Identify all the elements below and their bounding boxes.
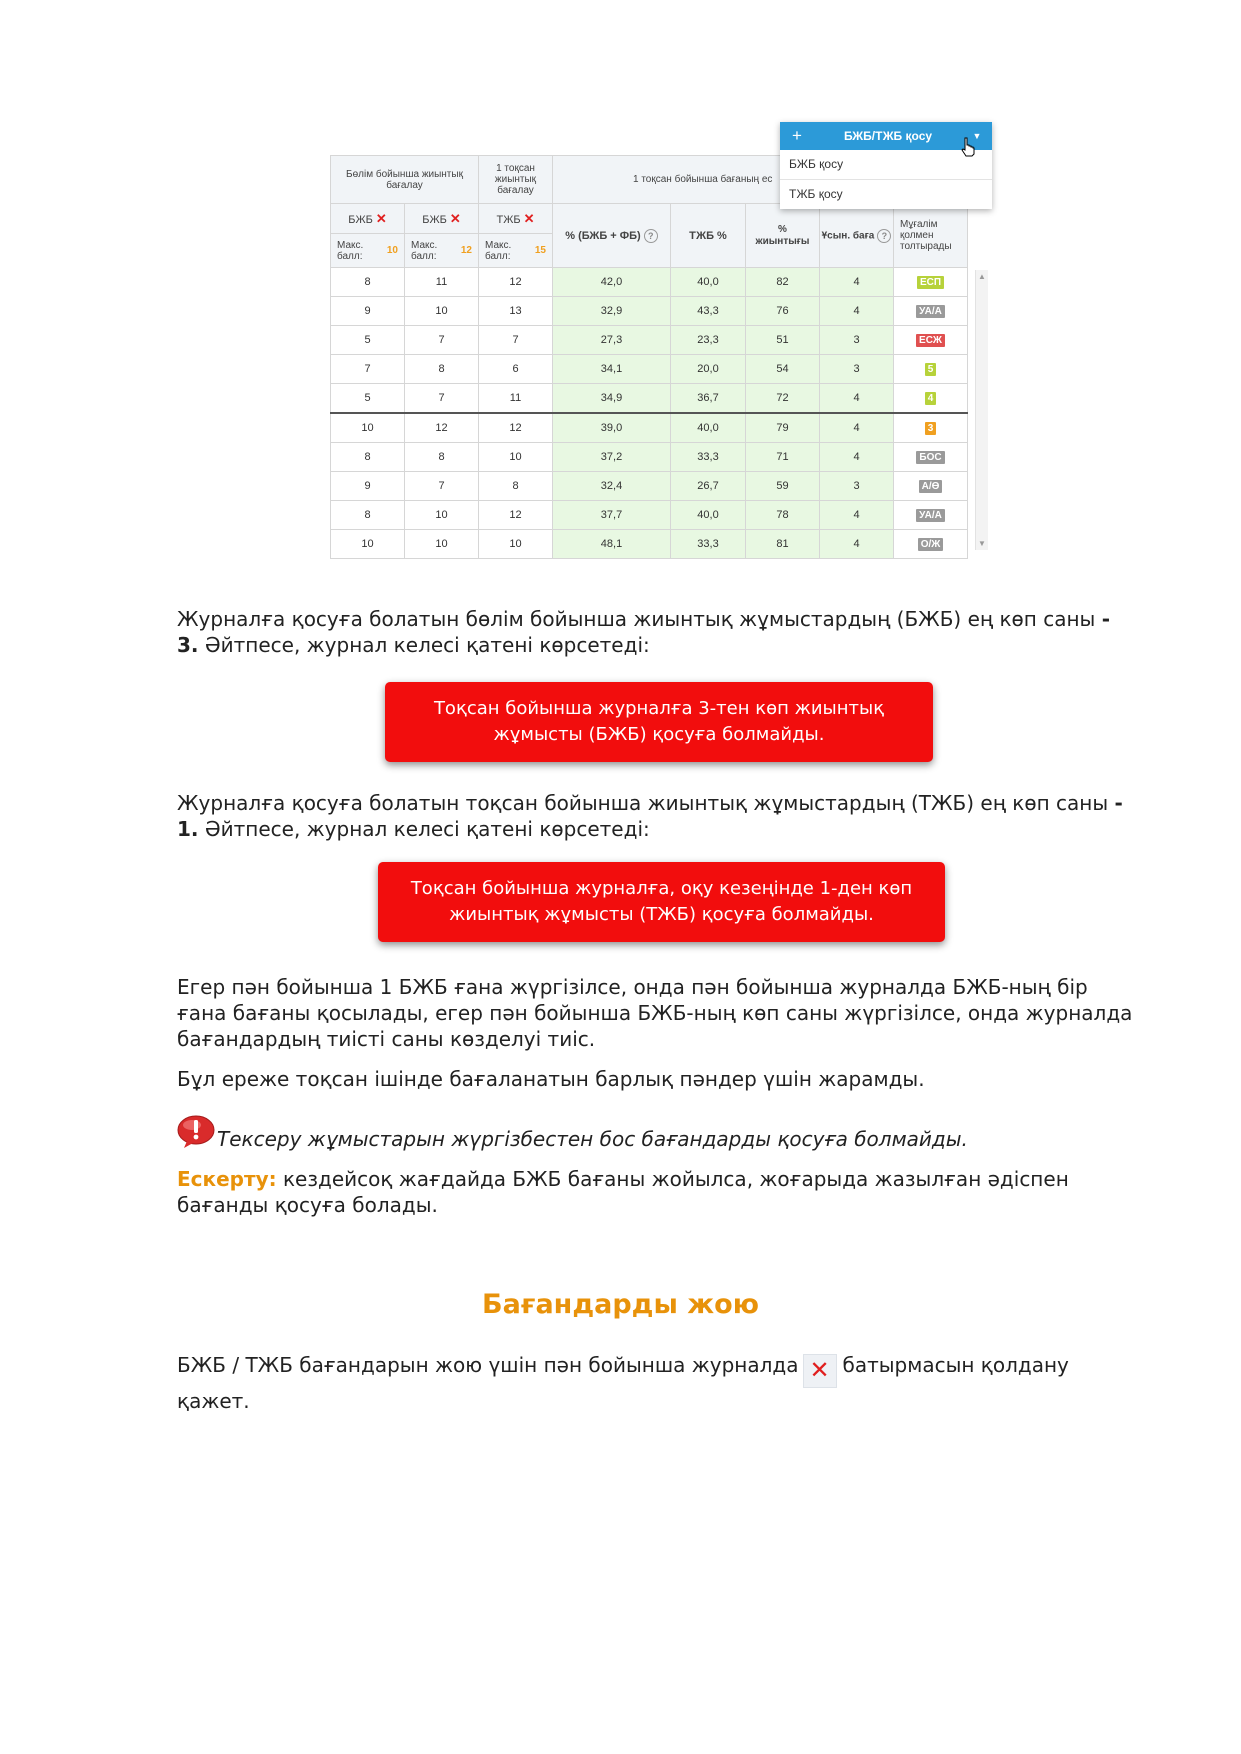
table-cell[interactable]: 10 — [405, 501, 479, 530]
table-cell[interactable]: 3 — [820, 472, 894, 501]
header-pct-total: % жиынтығы — [746, 204, 820, 268]
max-score-cell: Макс. балл: 15 — [479, 234, 553, 268]
menu-item-add-tzhb[interactable]: ТЖБ қосу — [789, 187, 843, 201]
table-row — [331, 530, 968, 559]
table-cell[interactable]: 4 — [820, 268, 894, 297]
table-cell[interactable]: 12 — [405, 413, 479, 443]
table-cell[interactable]: 13 — [479, 297, 553, 326]
table-cell[interactable]: 26,7 — [671, 472, 746, 501]
table-row — [331, 297, 968, 326]
grade-badge: ЕСП — [917, 276, 944, 289]
table-row — [331, 355, 968, 384]
table-row — [331, 268, 968, 297]
table-cell[interactable]: 34,1 — [553, 355, 671, 384]
section-heading: Бағандарды жою — [482, 1289, 759, 1320]
table-cell[interactable]: 33,3 — [671, 443, 746, 472]
delete-column-icon[interactable]: ✕ — [375, 210, 387, 226]
table-cell[interactable]: 40,0 — [671, 268, 746, 297]
table-cell[interactable]: 8 — [479, 472, 553, 501]
table-row — [331, 384, 968, 414]
table-cell[interactable]: 32,4 — [553, 472, 671, 501]
header-teacher-fill: Мұғалім қолмен толтырады — [894, 204, 968, 268]
table-cell[interactable]: 10 — [331, 530, 405, 559]
header-bzhb-2: БЖБ ✕ — [405, 204, 479, 234]
table-row — [331, 472, 968, 501]
table-cell[interactable]: 59 — [746, 472, 820, 501]
table-cell[interactable]: 40,0 — [671, 501, 746, 530]
table-cell[interactable]: 7 — [479, 326, 553, 355]
grade-badge: 3 — [925, 422, 937, 435]
table-cell[interactable]: 4 — [820, 501, 894, 530]
table-cell[interactable]: 36,7 — [671, 384, 746, 414]
header-bzhb-1: БЖБ ✕ — [331, 204, 405, 234]
header-tzhb-pct: ТЖБ % — [671, 204, 746, 268]
table-cell[interactable]: 5 — [331, 326, 405, 355]
delete-column-icon[interactable]: ✕ — [523, 210, 535, 226]
max-score-cell: Макс. балл: 12 — [405, 234, 479, 268]
paragraph-delete-columns: БЖБ / ТЖБ бағандарын жою үшін пән бойынша журналда ✕ батырмасын қолдану қажет. — [177, 1353, 1069, 1413]
menu-item-add-bzhb[interactable]: БЖБ қосу — [780, 150, 992, 180]
max-score-cell: Макс. балл: 10 — [331, 234, 405, 268]
header-section-summative: Бөлім бойынша жиынтық бағалау — [331, 156, 479, 204]
table-cell[interactable]: 27,3 — [553, 326, 671, 355]
grade-badge-cell[interactable] — [894, 530, 968, 559]
table-cell[interactable]: 4 — [820, 443, 894, 472]
table-cell[interactable]: 3 — [820, 355, 894, 384]
table-cell[interactable]: 40,0 — [671, 413, 746, 443]
header-rec-grade: Ұсын. баға ? — [820, 204, 894, 268]
table-cell[interactable]: 8 — [331, 501, 405, 530]
grade-badge-cell[interactable] — [894, 297, 968, 326]
table-cell[interactable]: 4 — [820, 530, 894, 559]
table-cell[interactable]: 10 — [479, 530, 553, 559]
grade-badge-cell[interactable] — [894, 443, 968, 472]
table-cell[interactable]: 48,1 — [553, 530, 671, 559]
grade-badge-cell[interactable] — [894, 384, 968, 414]
table-cell[interactable]: 5 — [331, 384, 405, 414]
table-cell[interactable]: 8 — [405, 355, 479, 384]
table-cell[interactable]: 10 — [331, 413, 405, 443]
table-row — [331, 501, 968, 530]
table-cell[interactable]: 54 — [746, 355, 820, 384]
grade-badge: УА/А — [916, 509, 945, 522]
delete-column-icon[interactable]: ✕ — [449, 210, 461, 226]
table-cell[interactable]: 76 — [746, 297, 820, 326]
table-cell[interactable]: 42,0 — [553, 268, 671, 297]
table-cell[interactable]: 8 — [331, 443, 405, 472]
table-cell[interactable]: 20,0 — [671, 355, 746, 384]
table-cell[interactable]: 34,9 — [553, 384, 671, 414]
table-cell[interactable]: 82 — [746, 268, 820, 297]
table-cell[interactable]: 7 — [405, 326, 479, 355]
table-cell[interactable]: 11 — [405, 268, 479, 297]
table-scrollbar[interactable]: ▲ ▼ — [975, 270, 988, 550]
table-cell[interactable]: 43,3 — [671, 297, 746, 326]
table-cell[interactable]: 23,3 — [671, 326, 746, 355]
table-row — [331, 326, 968, 355]
header-term-grade: 1 тоқсан бойынша бағаның ес — [553, 156, 968, 204]
table-cell[interactable]: 37,7 — [553, 501, 671, 530]
table-cell[interactable]: 81 — [746, 530, 820, 559]
table-cell[interactable]: 39,0 — [553, 413, 671, 443]
table-cell[interactable]: 37,2 — [553, 443, 671, 472]
caret-down-icon: ▼ — [972, 131, 982, 141]
delete-x-button-icon: ✕ — [803, 1354, 837, 1388]
table-cell[interactable]: 10 — [405, 297, 479, 326]
grade-badge: БОС — [916, 451, 944, 464]
header-term-summative: 1 тоқсан жиынтық бағалау — [479, 156, 553, 204]
grade-badge-cell[interactable] — [894, 355, 968, 384]
table-cell[interactable]: 51 — [746, 326, 820, 355]
table-cell[interactable]: 12 — [479, 413, 553, 443]
exclamation-icon — [177, 1115, 217, 1149]
header-pct-bzhb-fb: % (БЖБ + ФБ) ? — [553, 204, 671, 268]
table-cell[interactable]: 12 — [479, 501, 553, 530]
table-cell[interactable]: 4 — [820, 384, 894, 414]
plus-icon: + — [792, 126, 802, 145]
table-cell[interactable]: 11 — [479, 384, 553, 414]
grade-badge-cell[interactable] — [894, 413, 968, 443]
error-message-tzhb: Тоқсан бойынша журналға, оқу кезеңінде 1-ден көп жиынтық жұмысты (ТЖБ) қосуға болмайды. — [378, 862, 945, 942]
paragraph-tzhb-limit: Журналға қосуға болатын тоқсан бойынша жиынтық жұмыстардың (ТЖБ) ең көп саны - 1. Әйтпесе, журнал келесі қатені көрсетеді: — [177, 791, 1123, 841]
grade-badge-cell[interactable] — [894, 268, 968, 297]
grade-badge-cell[interactable] — [894, 501, 968, 530]
table-cell[interactable]: 71 — [746, 443, 820, 472]
paragraph-applies-all: Бұл ереже тоқсан ішінде бағаланатын барлық пәндер үшін жарамды. — [177, 1067, 925, 1091]
table-cell[interactable]: 4 — [820, 413, 894, 443]
table-row — [331, 413, 968, 443]
table-cell[interactable]: 7 — [405, 472, 479, 501]
table-cell[interactable]: 3 — [820, 326, 894, 355]
grade-badge: 4 — [925, 392, 937, 405]
help-icon[interactable]: ? — [644, 229, 658, 243]
hand-cursor-icon — [960, 137, 976, 157]
error-message-bzhb: Тоқсан бойынша журналға 3-тен көп жиынтық жұмысты (БЖБ) қосуға болмайды. — [385, 682, 933, 762]
table-cell[interactable]: 32,9 — [553, 297, 671, 326]
header-tzhb: ТЖБ ✕ — [479, 204, 553, 234]
grade-table — [330, 155, 968, 559]
table-cell[interactable]: 10 — [405, 530, 479, 559]
note-paragraph: Ескерту: кездейсоқ жағдайда БЖБ бағаны жойылса, жоғарыда жазылған әдіспен бағанды қосуға болады. — [177, 1167, 1069, 1217]
table-cell[interactable]: 10 — [479, 443, 553, 472]
table-row — [331, 443, 968, 472]
table-cell[interactable]: 8 — [331, 268, 405, 297]
table-cell[interactable]: 72 — [746, 384, 820, 414]
table-cell[interactable]: 4 — [820, 297, 894, 326]
paragraph-columns-rule: Егер пән бойынша 1 БЖБ ғана жүргізілсе, онда пән бойынша журналда БЖБ-ның бір ғана бағаны қосылады, егер пән бойынша БЖБ-ның көп саны жүргізілсе, онда журналда бағандардың тиісті саны көзделуі тиіс. — [177, 975, 1133, 1051]
grade-badge: 5 — [925, 363, 937, 376]
table-cell[interactable]: 9 — [331, 472, 405, 501]
help-icon[interactable]: ? — [877, 229, 891, 243]
table-cell[interactable]: 33,3 — [671, 530, 746, 559]
grade-badge: А/Ө — [919, 480, 943, 493]
add-column-dropdown — [780, 122, 992, 209]
grade-badge: УА/А — [916, 305, 945, 318]
table-cell[interactable]: 7 — [405, 384, 479, 414]
table-cell[interactable]: 79 — [746, 413, 820, 443]
table-cell[interactable]: 6 — [479, 355, 553, 384]
warning-text: Тексеру жұмыстарын жүргізбестен бос бағандарды қосуға болмайды. — [217, 1127, 968, 1151]
grade-badge-cell[interactable] — [894, 472, 968, 501]
table-cell[interactable]: 7 — [331, 355, 405, 384]
add-bzhb-tzhb-button[interactable]: + БЖБ/ТЖБ қосу ▼ — [780, 122, 992, 150]
grade-badge: О/Ж — [918, 538, 944, 551]
table-cell[interactable]: 9 — [331, 297, 405, 326]
note-label: Ескерту: — [177, 1167, 277, 1191]
grade-badge-cell[interactable] — [894, 326, 968, 355]
grade-table-screenshot — [330, 126, 990, 550]
table-cell[interactable]: 78 — [746, 501, 820, 530]
table-cell[interactable]: 12 — [479, 268, 553, 297]
grade-badge: ЕСЖ — [916, 334, 945, 347]
table-cell[interactable]: 8 — [405, 443, 479, 472]
paragraph-bzhb-limit: Журналға қосуға болатын бөлім бойынша жиынтық жұмыстардың (БЖБ) ең көп саны - 3. Әйтпесе, журнал келесі қатені көрсетеді: — [177, 607, 1111, 657]
